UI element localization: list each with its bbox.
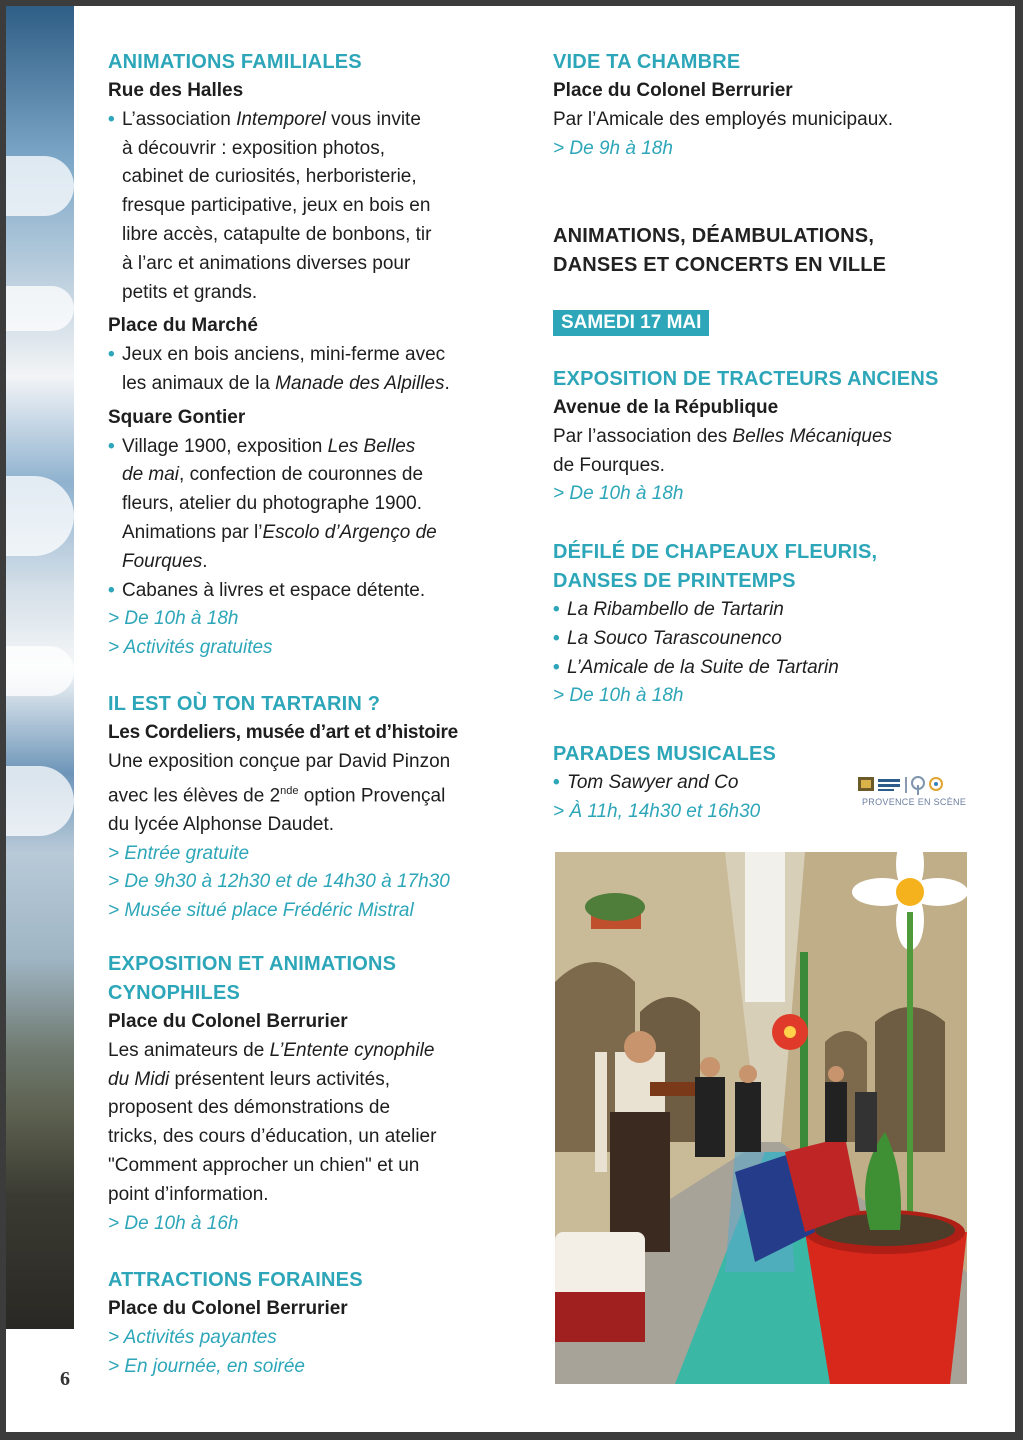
tartarin-description: Une exposition conçue par David Pinzon avec les élèves de 2nde option Provençal du lycée Alphonse Daudet. — [108, 750, 451, 835]
time-info: > De 10h à 18h — [553, 483, 684, 505]
section-defile — [553, 538, 983, 711]
section-tracteurs — [553, 365, 983, 509]
time-info: > De 9h à 18h — [553, 137, 673, 159]
place-colonel-berrurier: Place du Colonel Berrurier — [553, 80, 793, 101]
street-festival-photo — [555, 852, 967, 1384]
provence-en-scene-logo — [856, 771, 971, 811]
bullet-jeux-en-bois: • Jeux en bois anciens, mini-ferme avec les animaux de la Manade des Alpilles. — [108, 344, 450, 394]
section-title: VIDE TA CHAMBRE — [553, 51, 741, 73]
section-vide-ta-chambre — [553, 48, 983, 163]
section-title-line2: DANSES DE PRINTEMPS — [553, 570, 796, 592]
logo-caption: PROVENCE EN SCÈNE — [862, 797, 967, 807]
place-du-marche: Place du Marché — [108, 315, 258, 337]
time-info: > À 11h, 14h30 et 16h30 — [553, 800, 761, 822]
bullet-cabanes: • Cabanes à livres et espace détente. — [108, 579, 426, 601]
time-info: > De 10h à 18h — [553, 685, 684, 707]
date-badge: SAMEDI 17 MAI — [553, 310, 709, 336]
price-info: > Activités gratuites — [108, 637, 273, 659]
time-info: > De 10h à 16h — [108, 1212, 239, 1234]
place-cordeliers: Les Cordeliers, musée d’art et d’histoire — [108, 722, 458, 743]
bullet-intemporel: • L’association Intemporel vous invite à découvrir : exposition photos, cabinet de curiosités, herboristerie, fresque participative, jeux en bois en libre accès, catapulte de bonbons, tir à l’arc et animations diverses pour petits et grands. — [108, 108, 432, 303]
section-tartarin — [108, 690, 538, 926]
section-heading-ville — [553, 222, 983, 280]
bullet-village-1900: • Village 1900, exposition Les Belles de mai, confection de couronnes de fleurs, atelier du photographe 1900. Animations par l’Escolo d’Argenço de Fourques. — [108, 435, 437, 572]
section-title: EXPOSITION DE TRACTEURS ANCIENS — [553, 368, 939, 390]
list-item: • La Ribambello de Tartarin — [553, 599, 784, 620]
brochure-page — [6, 6, 1015, 1432]
section-title-line1: DÉFILÉ DE CHAPEAUX FLEURIS, — [553, 541, 878, 563]
heading-line2: DANSES ET CONCERTS EN VILLE — [553, 254, 887, 276]
price-info: > Activités payantes — [108, 1326, 277, 1348]
section-title: PARADES MUSICALES — [553, 743, 777, 765]
place-square-gontier: Square Gontier — [108, 406, 246, 428]
time-info: > De 9h30 à 12h30 et de 14h30 à 17h30 — [108, 871, 450, 893]
place-rue-des-halles: Rue des Halles — [108, 80, 244, 101]
page-number: 6 — [60, 1368, 70, 1390]
place-colonel-berrurier: Place du Colonel Berrurier — [108, 1011, 348, 1032]
section-cynophiles — [108, 950, 538, 1238]
list-item: • La Souco Tarascounenco — [553, 627, 782, 649]
list-item: • L’Amicale de la Suite de Tartarin — [553, 656, 839, 678]
organizer-text: Par l’Amicale des employés municipaux. — [553, 108, 894, 130]
list-item: • Tom Sawyer and Co — [553, 772, 739, 793]
entry-info: > Entrée gratuite — [108, 842, 250, 864]
time-info: > De 10h à 18h — [108, 608, 239, 630]
section-title-line1: EXPOSITION ET ANIMATIONS — [108, 953, 397, 975]
location-info: > Musée situé place Frédéric Mistral — [108, 900, 414, 922]
section-title: ANIMATIONS FAMILIALES — [108, 51, 362, 73]
section-attractions-foraines — [108, 1266, 538, 1381]
section-animations-familiales — [108, 48, 538, 663]
sky-photo-strip — [6, 6, 74, 1329]
section-title: IL EST OÙ TON TARTARIN ? — [108, 693, 381, 715]
section-title-line2: CYNOPHILES — [108, 982, 241, 1004]
cyno-description: Les animateurs de L’Entente cynophile du Midi présentent leurs activités, proposent des démonstrations de tricks, des cours d’éducation, un atelier "Comment approcher un chien" et un point d’information. — [108, 1039, 437, 1205]
place-avenue-republique: Avenue de la République — [553, 397, 779, 418]
time-info: > En journée, en soirée — [108, 1355, 305, 1377]
heading-line1: ANIMATIONS, DÉAMBULATIONS, — [553, 225, 875, 247]
tracteurs-description: Par l’association des Belles Mécaniques de Fourques. — [553, 425, 893, 476]
place-colonel-berrurier: Place du Colonel Berrurier — [108, 1298, 348, 1319]
date-badge-wrapper — [553, 309, 709, 338]
section-title: ATTRACTIONS FORAINES — [108, 1269, 363, 1291]
